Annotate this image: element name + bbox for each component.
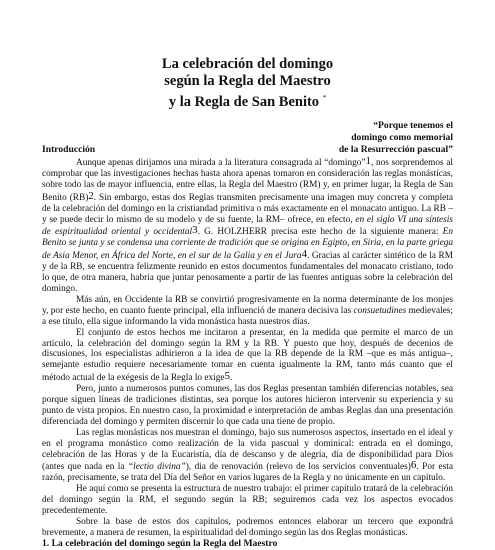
- paragraph-text: ), día de renovación (relevo de los servicios conventuales): [185, 462, 411, 473]
- paragraph-text: medievales; a ese título, ella sigue informando la vida monástica hasta nuestros días.: [42, 305, 453, 327]
- epigraph-line-2: domingo como memorial: [351, 132, 453, 143]
- body-paragraph: [42, 295, 453, 328]
- paragraph-text: . Por esta razón, precisamente, se trata del Día del Señor en varios lugares de la Regla y no únicamente en un capítulo.: [42, 462, 454, 484]
- body-paragraph: [42, 517, 453, 539]
- footnote-ref[interactable]: 6: [410, 459, 417, 472]
- title-line-3-text: y la Regla de San Benito: [168, 93, 320, 110]
- italic-text: consuetudines: [353, 305, 407, 316]
- epigraph-line-3: de la Resurrección pascual”: [338, 144, 453, 155]
- body-paragraph: [42, 328, 453, 385]
- italic-text: en el siglo VI una síntesis de espiritualidad oriental y occidental: [42, 214, 453, 238]
- italic-text: “lectio divina”: [127, 462, 186, 473]
- paragraph-text: . Gracias al carácter sintético de la RM y de la RB, se encuentra felizmente reunido en estos documentos fundamentales del monacato cristiano, todo lo que, de otra manera, habría que juntar penosamente a partir de las fuentes antiguas sobre la celebración del domingo.: [42, 251, 453, 294]
- footnote-ref[interactable]: 3: [192, 224, 198, 237]
- paragraph-text: . G. HOLZHERR precisa este hecho de la siguiente manera:: [197, 227, 443, 238]
- paragraph-text: Aunque apenas dirijamos una mirada a la literatura consagrada al “domingo”: [76, 158, 366, 168]
- paragraph-text: El conjunto de estos hechos me incitaron a presentar, en la medida que permite el marco de un artículo, la celebración del domingo según la RM y la RB. Y puesto que hoy, después de decenios de discusiones, los especialistas adhirieron a la idea de que la RB depende de la RM –que es más antigua–, semejante estudio requiere necesariamente tomar en cuenta igualmente la RM, tanto más cuanto que el método actual de la exégesis de la Regla lo exige: [42, 327, 453, 384]
- body-paragraph: [42, 484, 453, 517]
- paragraph-text: He aquí como se presenta la estructura de nuestro trabajo: el primer capítulo tratará de la celebración del domingo según la RM, el segundo según la RB; seguiremos cada vez los aspectos evocados precedentemente.: [42, 484, 453, 517]
- paragraph-text: Pero, junto a numerosos puntos comunes, las dos Reglas presentan también diferencias notables, sea porque siguen líneas de tradiciones distintas, sea porque los autores hicieron intervenir su experiencia y su punto de vista propios. En nuestro caso, la proximidad e interpretación de ambas Reglas dan una presentación diferenciada del domingo y permiten discernir lo que cada una tiene de propio.: [42, 384, 453, 427]
- title-line-3: [0, 90, 495, 111]
- italic-text: En Benito se junta y se condensa una corriente de tradición que se origina en Egipto, en Siria, en la parte griega de Asia Menor, en África del Norte, en el sur de la Galia y en el Jura: [42, 227, 453, 262]
- body-paragraph: [42, 384, 453, 428]
- epigraph-line-1: “Porque tenemos el: [373, 120, 453, 131]
- paragraph-text: , nos sorprendemos al comprobar que las investigaciones hechas hasta ahora apenas tomaron en consideración las reglas monásticas, sobre todo las de mayor influencia, entre ellas, la Regla del Maestro (RM) y, en primer lugar, la Regla de San Benito (RB): [42, 158, 454, 203]
- paragraph-text: Más aún, en Occidente la RB se convirtió progresivamente en la norma determinante de los monjes y, por este hecho, en cuanto fuente principal, ella influenció de manera decisiva las: [42, 294, 453, 316]
- body-paragraph: [42, 156, 453, 295]
- footnote-ref[interactable]: 4: [301, 248, 308, 261]
- title-line-1: La celebración del domingo: [161, 56, 334, 72]
- epigraph: [253, 120, 453, 156]
- section-heading: Introducción: [42, 144, 96, 155]
- paragraph-text: . Sin embargo, estas dos Reglas transmiten precisamente una imagen muy concreta y completa de la celebración del domingo en la cristiandad primitiva o más exactamente en el monacato antiguo. La RB –y se puede decir lo mismo de su modelo y de su fuente, la RM– ofrece, en efecto,: [42, 192, 453, 225]
- article-title: [0, 56, 495, 111]
- title-footnote-mark: *: [322, 94, 327, 102]
- subsection-heading: 1. La celebración del domingo según la Regla del Maestro: [42, 537, 278, 549]
- paragraph-text: .: [230, 373, 233, 384]
- footnote-ref[interactable]: 5: [224, 370, 231, 383]
- paragraph-text: Las reglas monásticas nos muestran el domingo, bajo sus numerosos aspectos, insertado en el ideal y en el programa monástico como realización de la vida pascual y dominical: entrada en el domingo, celebración de las Horas y de la Eucaristía, día de descanso y de alegría, día de disponibilidad para Dios (antes que nada en la: [42, 427, 453, 473]
- paragraph-text: Sobre la base de estos dos capítulos, podremos entonces elaborar un tercero que expondrá brevemente, a manera de resumen, la espiritualidad del domingo según las dos Reglas monásticas.: [42, 517, 453, 538]
- body-paragraph: [42, 428, 453, 485]
- footnote-ref[interactable]: 1: [365, 155, 372, 167]
- title-line-2: según la Regla del Maestro: [164, 73, 331, 89]
- footnote-ref[interactable]: 2: [88, 189, 94, 202]
- article-body: [42, 156, 453, 550]
